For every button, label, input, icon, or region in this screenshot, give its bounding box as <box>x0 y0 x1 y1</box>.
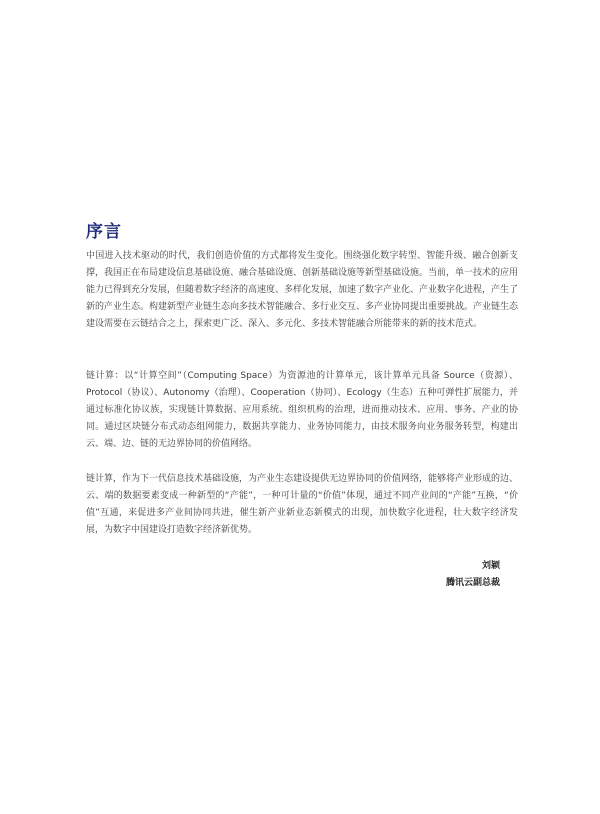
preface-paragraph-2: 链计算：以“计算空间”（Computing Space）为资源池的计算单元，该计算单元具备 Source（资源）、Protocol（协议）、Autonomy（治理）、Cooperation（协同）、Ecology（生态）五种可弹性扩展能力，并通过标准化协议族，实现链计算数据、应用系统、组织机构的治理，进而推动技术、应用、事务、产业的协同。通过区块链分布式动态组网能力，数据共享能力、业务协同能力，由技术服务向业务服务转型，构建出云、端、边、链的无边界协同的价值网络。 <box>86 371 518 449</box>
page-title: 序言 <box>86 222 122 242</box>
preface-paragraph-1: 中国进入技术驱动的时代，我们创造价值的方式都将发生变化。围绕强化数字转型、智能升级、融合创新支撑，我国正在布局建设信息基础设施、融合基础设施、创新基础设施等新型基础设施。当前，单一技术的应用能力已得到充分发展，但随着数字经济的高速度、多样化发展，加速了数字产业化、产业数字化进程，产生了新的产业生态。构建新型产业链生态向多技术智能融合、多行业交互、多产业协同提出重要挑战。产业链生态建设需要在云链结合之上，探索更广泛、深入、多元化、多技术智能融合所能带来的新的技术范式。 <box>86 251 519 329</box>
signature-block <box>446 558 500 592</box>
signature-name: 刘颖 <box>481 561 500 571</box>
signature-role: 腾讯云副总裁 <box>445 578 500 588</box>
preface-paragraph-3: 链计算，作为下一代信息技术基础设施，为产业生态建设提供无边界协同的价值网络，能够将产业形成的边、云、端的数据要素变成一种新型的“产能”，一种可计量的“价值”体现，通过不同产业间的“产能”互换，“价值”互通，来促进多产业间协同共进，催生新产业新业态新模式的出现，加快数字化进程，壮大数字经济发展，为数字中国建设打造数字经济新优势。 <box>86 474 519 535</box>
